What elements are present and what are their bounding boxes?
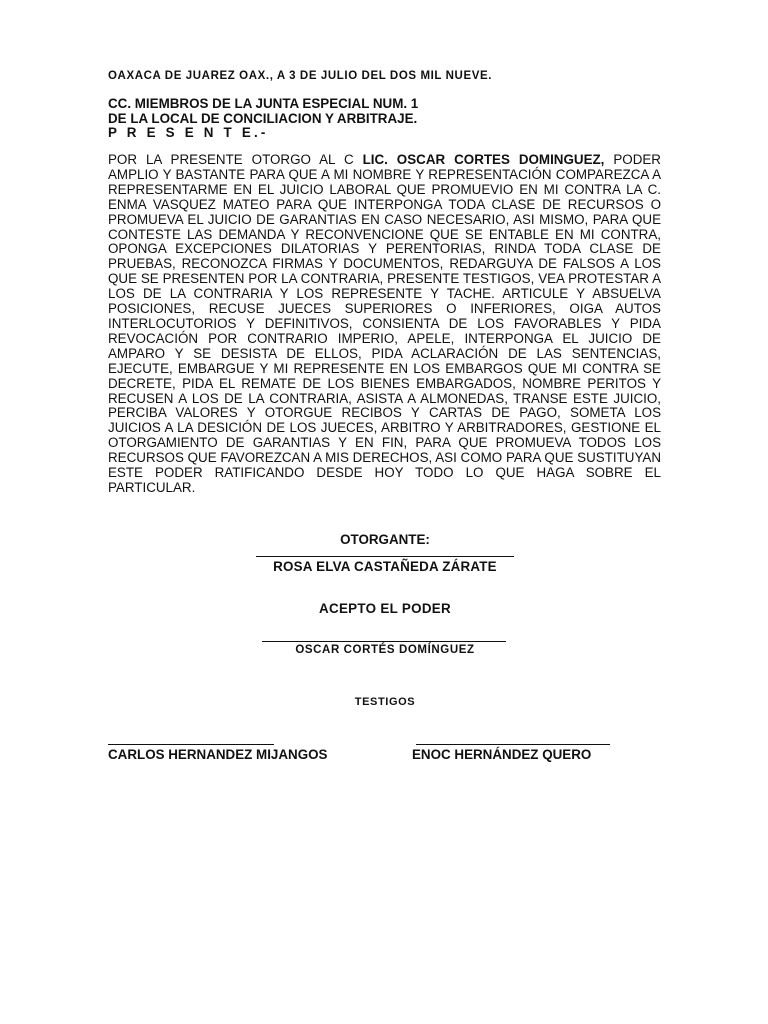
witness-1-name: CARLOS HERNANDEZ MIJANGOS	[108, 747, 328, 762]
grantor-name: ROSA ELVA CASTAÑEDA ZÁRATE	[273, 559, 497, 574]
acceptance-label: ACEPTO EL PODER	[319, 601, 451, 616]
witnesses-label: TESTIGOS	[354, 696, 416, 708]
body-text: PODER AMPLIO Y BASTANTE PARA QUE A MI NOMBRE Y REPRESENTACIÓN COMPAREZCA A REPRESENTARME EN EL JUICIO LABORAL QUE PROMUEVIO EN MI CONTRA LA C. ENMA VASQUEZ MATEO PARA QUE INTERPONGA TODA CLASE DE RECURSOS O PROMUEVA EL JUICIO DE GARANTIAS EN CASO NECESARIO, ASI MISMO, PARA QUE CONTESTE LAS DEMANDA Y RECONVENCIONE QUE SE ENTABLE EN MI CONTRA, OPONGA EXCEPCIONES DILATORIAS Y PERENTORIAS, RINDA TODA CLASE DE PRUEBAS, RECONOZCA FIRMAS Y DOCUMENTOS, REDARGUYA DE FALSOS A LOS QUE SE PRESENTEN POR LA CONTRARIA, PRESENTE TESTIGOS, VEA PROTESTAR A LOS DE LA CONTRARIA Y LOS REPRESENTE Y TACHE. ARTICULE Y ABSUELVA POSICIONES, RECUSE JUECES SUPERIORES O INFERIORES, OIGA AUTOS INTERLOCUTORIOS Y DEFINITIVOS, CONSIENTA DE LOS FAVORABLES Y PIDA REVOCACIÓN POR CONTRARIO IMPERIO, APELE, INTERPONGA EL JUICIO DE AMPARO Y SE DESISTA DE ELLOS, PIDA ACLARACIÓN DE LAS SENTENCIAS, EJECUTE, EMBARGUE Y MI REPRESENTE EN LOS EMBARGOS QUE MI CONTRA SE DECRETE, PIDA EL REMATE DE LOS BIENES EMBARGADOS, NOMBRE PERITOS Y RECUSEN A LOS DE LA CONTRARIA, ASISTA A ALMONEDAS, TRANSE ESTE JUICIO, PERCIBA VALORES Y OTORGUE RECIBOS Y CARTAS DE PAGO, SOMETA LOS JUICIOS A LA DESICIÓN DE LOS JUECES, ARBITRO Y ARBITRADORES, GESTIONE EL OTORGAMIENTO DE GARANTIAS Y EN FIN, PARA QUE PROMUEVA TODOS LOS RECURSOS QUE FAVOREZCAN A MIS DERECHOS, ASI COMO PARA QUE SUSTITUYAN ESTE PODER RATIFICANDO DESDE HOY TODO LO QUE HAGA SOBRE EL PARTICULAR.	[108, 152, 661, 495]
attorney-name: LIC. OSCAR CORTES DOMINGUEZ,	[362, 152, 605, 167]
witness-2-signature-line	[416, 744, 610, 745]
body-intro: POR LA PRESENTE OTORGO AL C	[108, 152, 354, 167]
grantor-label: OTORGANTE:	[340, 532, 430, 547]
addressee-line-1: CC. MIEMBROS DE LA JUNTA ESPECIAL NUM. 1	[108, 96, 419, 111]
addressee-line-3: P R E S E N T E.-	[108, 125, 269, 140]
date-line: OAXACA DE JUAREZ OAX., A 3 DE JULIO DEL DOS MIL NUEVE.	[108, 70, 493, 82]
acceptance-name: OSCAR CORTÉS DOMÍNGUEZ	[295, 644, 475, 656]
addressee-block	[108, 97, 418, 141]
witness-1-signature-line	[108, 744, 274, 745]
witness-2-name: ENOC HERNÁNDEZ QUERO	[412, 747, 592, 762]
acceptance-signature-line	[262, 641, 506, 642]
body-paragraph	[108, 153, 661, 496]
grantor-signature-line	[256, 556, 514, 557]
addressee-line-2: DE LA LOCAL DE CONCILIACION Y ARBITRAJE.	[108, 110, 418, 126]
